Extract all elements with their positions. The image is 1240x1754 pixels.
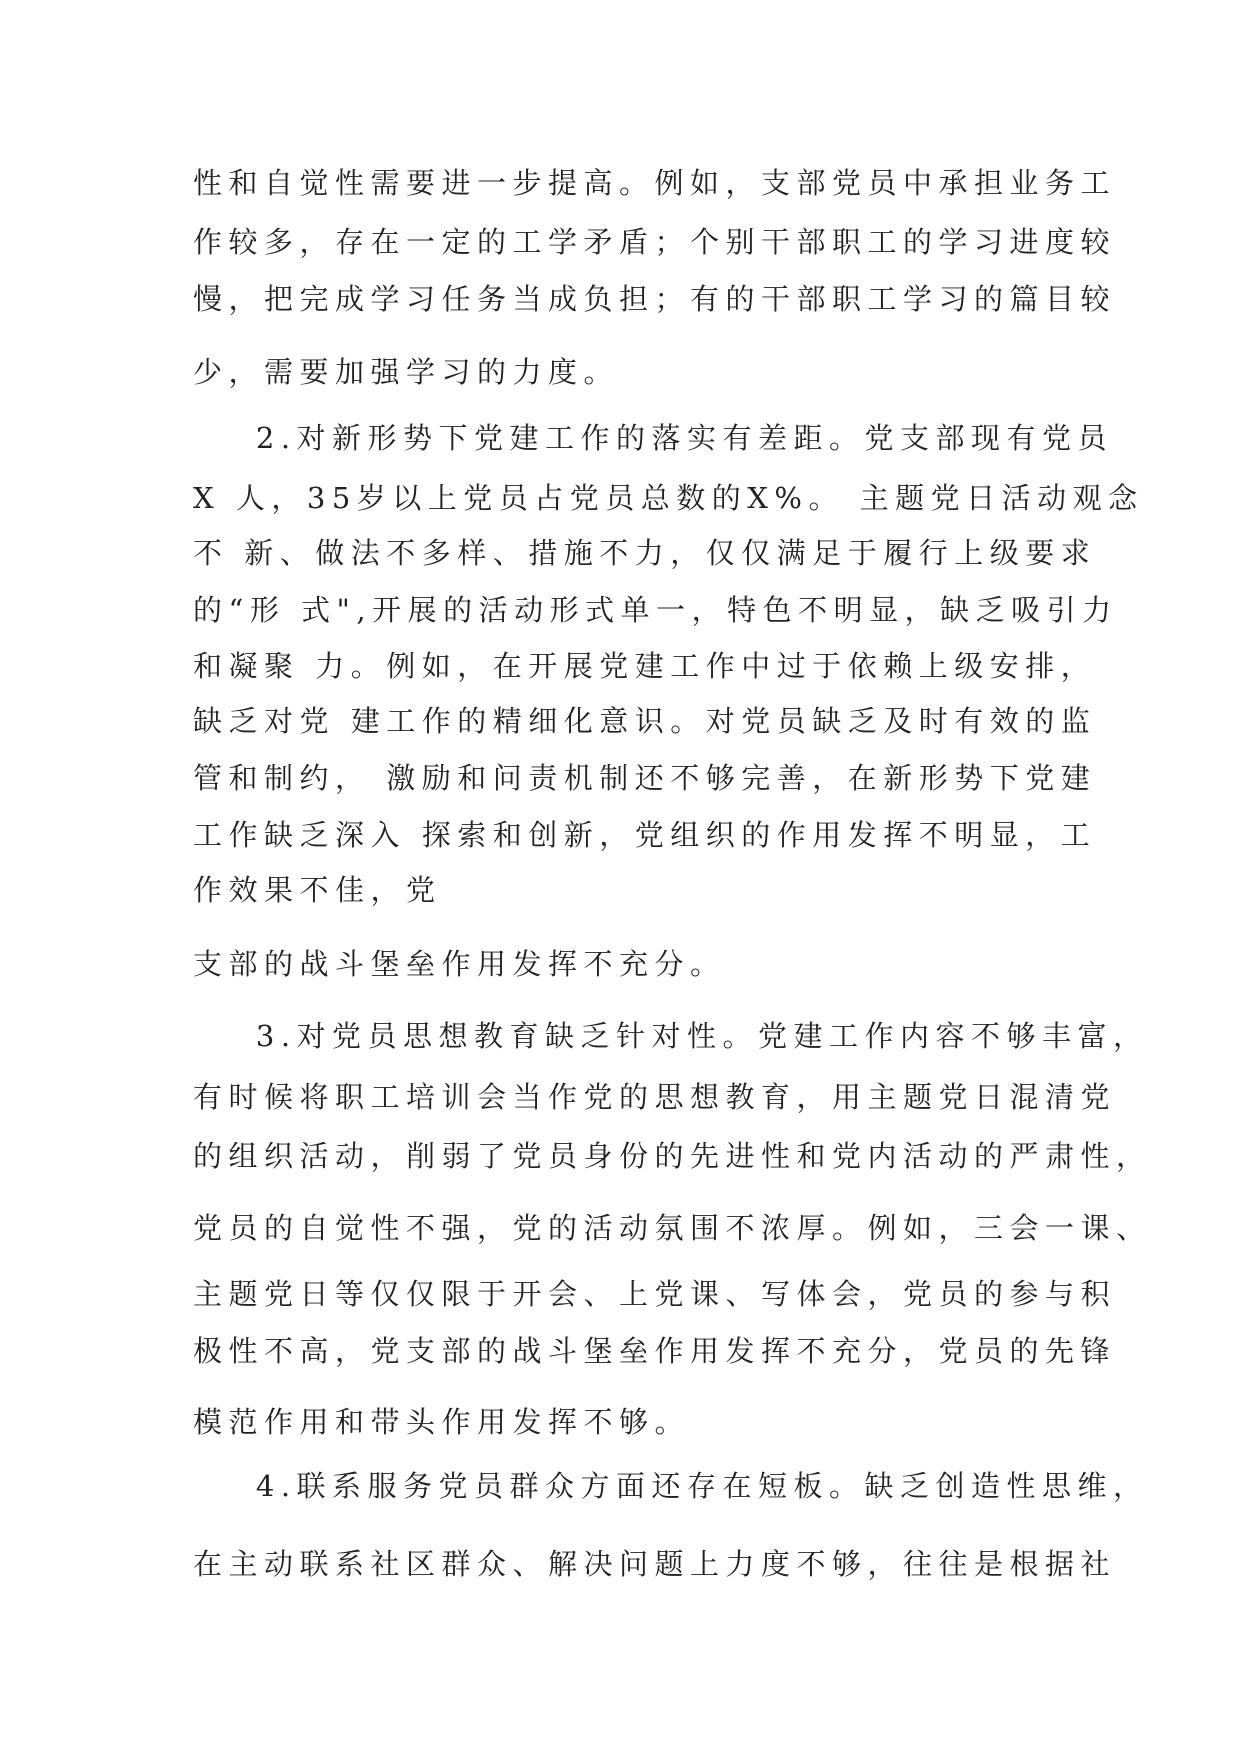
- text-line: 少，需要加强学习的力度。: [193, 355, 620, 389]
- text-line: 主题党日等仅仅限于开会、上党课、写体会，党员的参与积: [193, 1277, 1117, 1311]
- text-line: 工作缺乏深入 探索和创新，党组织的作用发挥不明显，工: [193, 818, 1097, 852]
- text-line: 的“形 式",开展的活动形式单一，特色不明显，缺乏吸引力: [193, 593, 1118, 627]
- text-line: 慢，把完成学习任务当成负担；有的干部职工学习的篇目较: [193, 282, 1117, 316]
- text-line: 不 新、做法不多样、措施不力，仅仅满足于履行上级要求: [193, 536, 1097, 570]
- text-line: 作较多，存在一定的工学矛盾；个别干部职工的学习进度较: [193, 225, 1117, 259]
- text-line: 极性不高，党支部的战斗堡垒作用发挥不充分，党员的先锋: [193, 1334, 1117, 1368]
- text-line: 和凝聚 力。例如，在开展党建工作中过于依赖上级安排，: [193, 649, 1097, 683]
- text-line: 性和自觉性需要进一步提高。例如，支部党员中承担业务工: [193, 166, 1117, 200]
- text-line: 支部的战斗堡垒作用发挥不充分。: [193, 947, 726, 981]
- paragraph-2-start: 2.对新形势下党建工作的落实有差距。党支部现有党员: [193, 421, 1114, 455]
- text-line: 作效果不佳，党: [193, 873, 442, 907]
- text-line: 有时候将职工培训会当作党的思想教育，用主题党日混清党: [193, 1080, 1117, 1114]
- paragraph-4-start: 4.联系服务党员群众方面还存在短板。缺乏创造性思维，: [193, 1469, 1149, 1503]
- paragraph-3-start: 3.对党员思想教育缺乏针对性。党建工作内容不够丰富，: [193, 1019, 1149, 1053]
- text-line: 党员的自觉性不强，党的活动氛围不浓厚。例如，三会一课、: [193, 1211, 1152, 1245]
- text-line: 在主动联系社区群众、解决问题上力度不够，往往是根据社: [193, 1547, 1117, 1581]
- text-line: 管和制约， 激励和问责机制还不够完善，在新形势下党建: [193, 761, 1097, 795]
- text-line: X 人，35岁以上党员占党员总数的X%。 主题党日活动观念: [193, 481, 1144, 515]
- text-line: 模范作用和带头作用发挥不够。: [193, 1405, 691, 1439]
- text-line: 缺乏对党 建工作的精细化意识。对党员缺乏及时有效的监: [193, 704, 1097, 738]
- text-line: 的组织活动，削弱了党员身份的先进性和党内活动的严肃性，: [193, 1139, 1152, 1173]
